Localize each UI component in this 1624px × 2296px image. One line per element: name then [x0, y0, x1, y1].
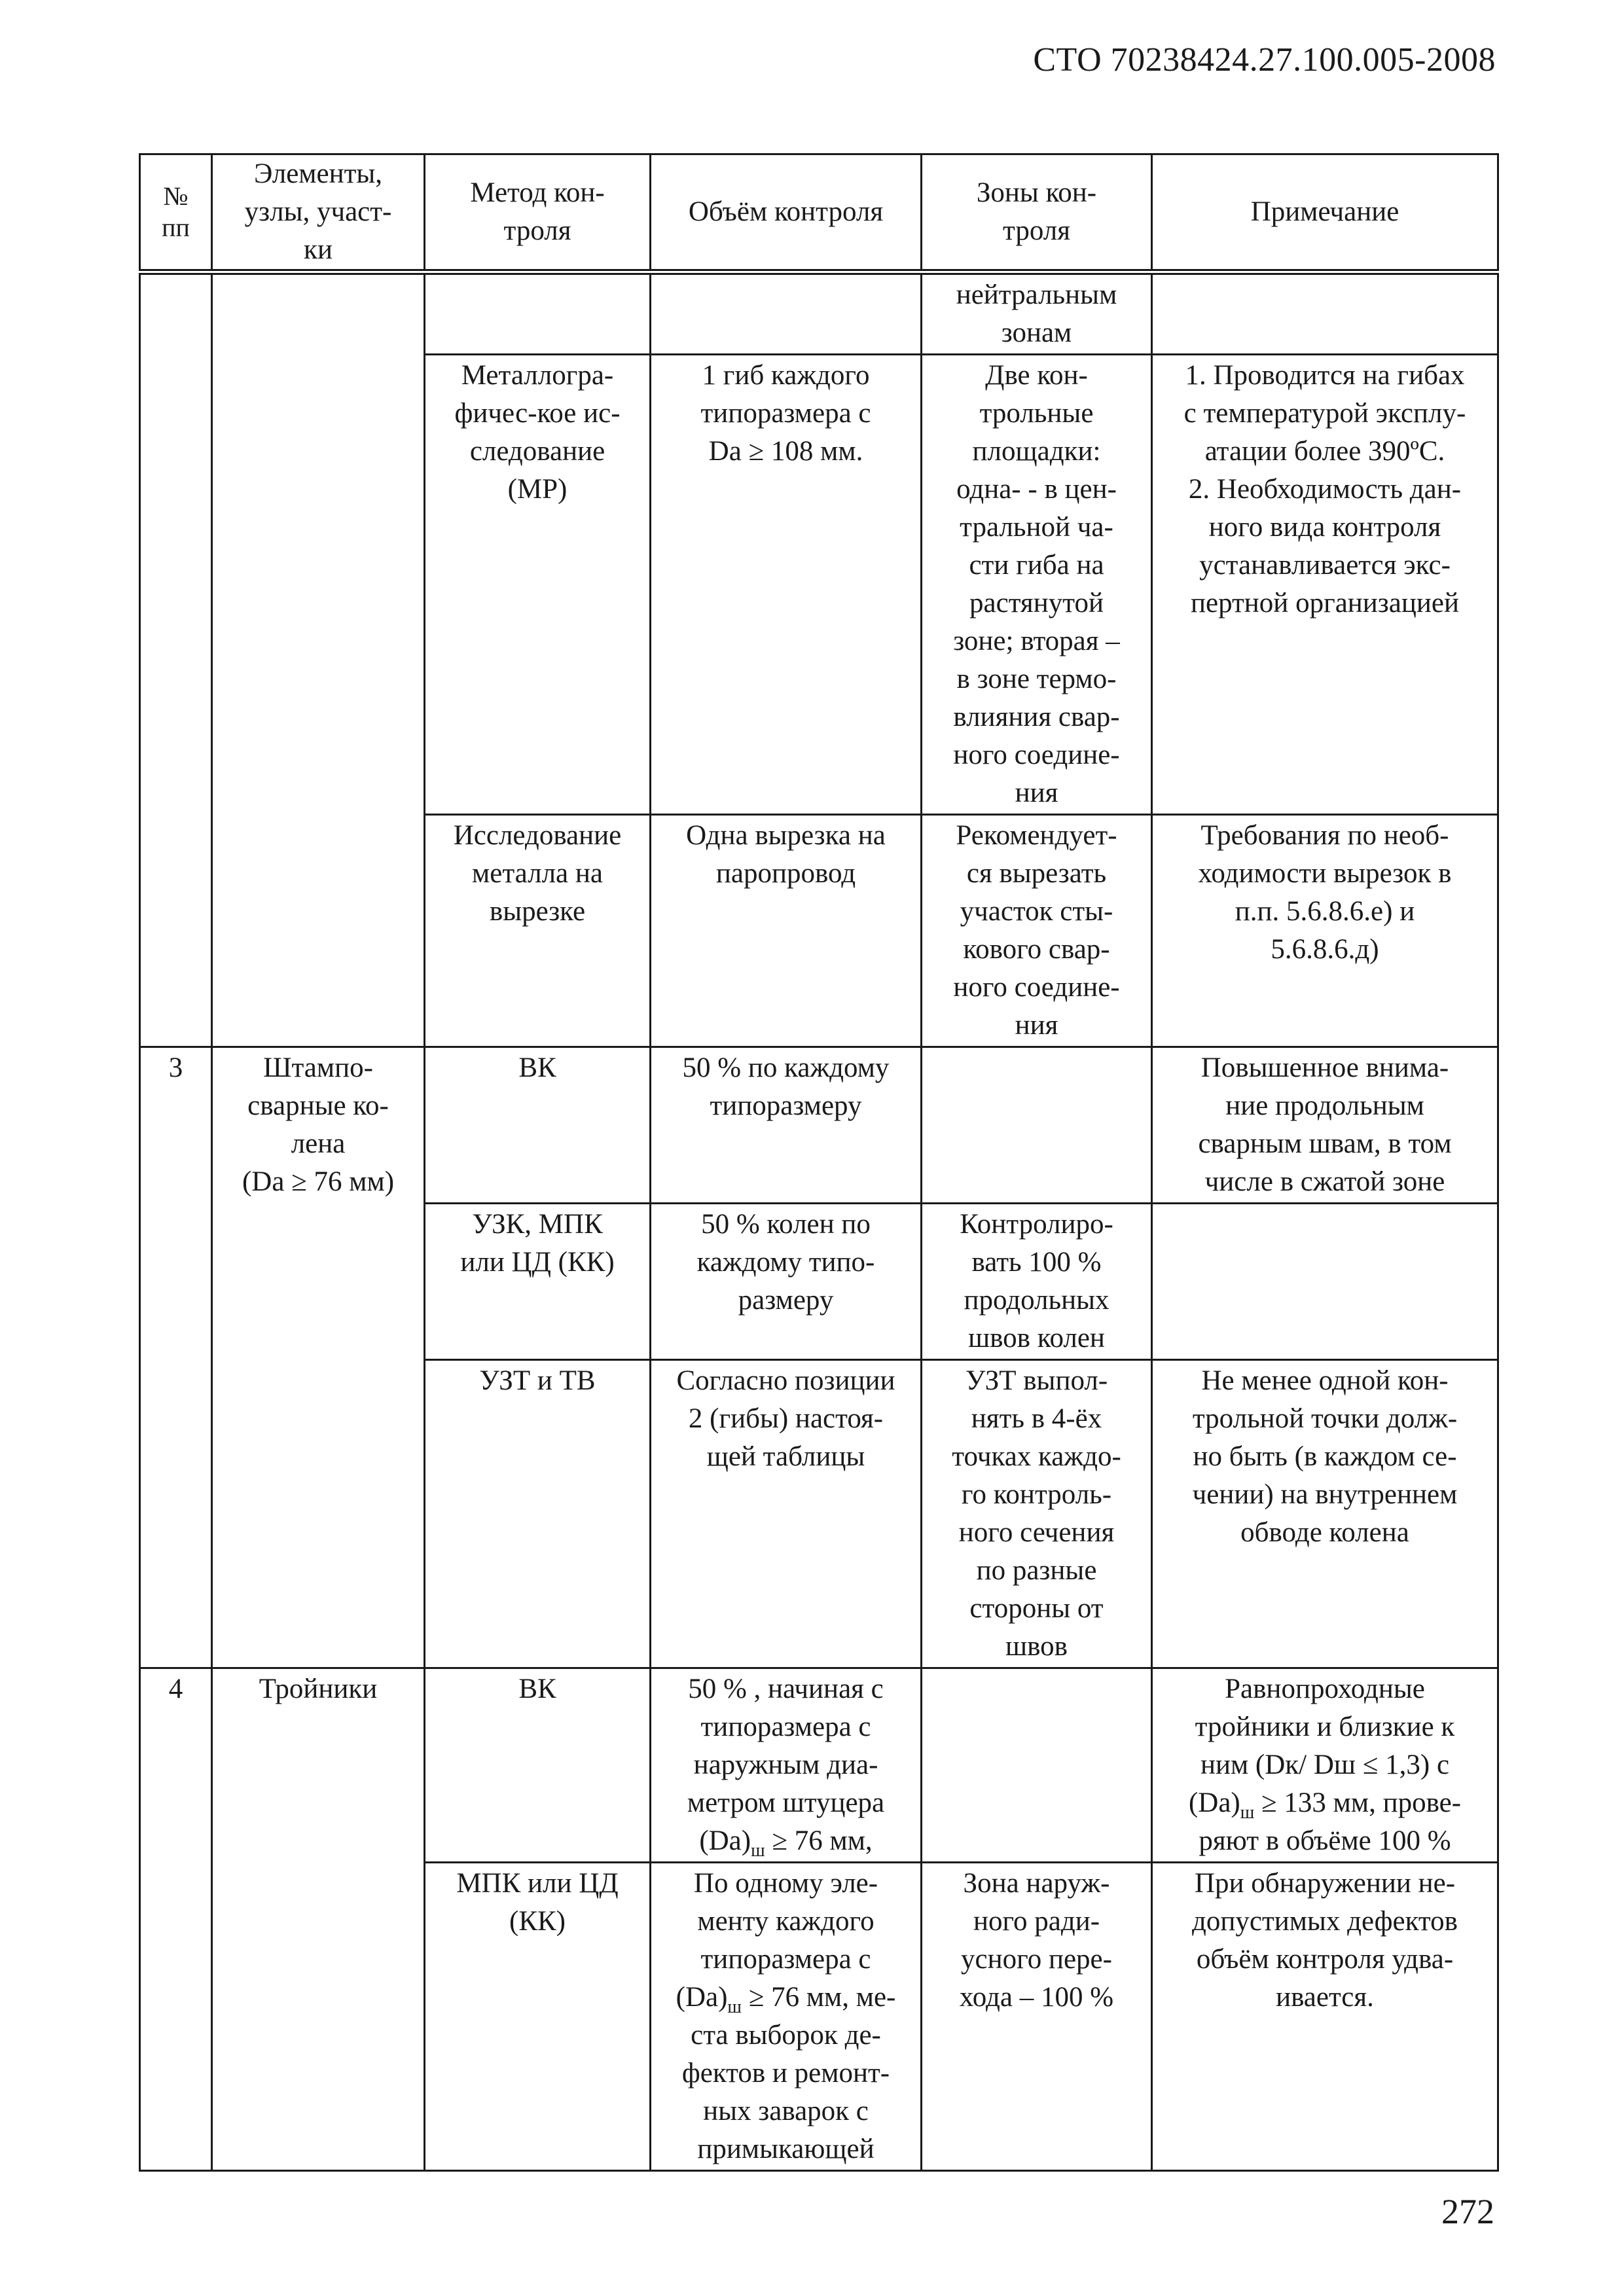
cell-volume — [651, 272, 922, 355]
subscript-sh: ш — [751, 1840, 765, 1861]
cell-note: Не менее одной кон- трольной точки долж- но быть (в каждом се- чении) на внутреннем обводе колена — [1152, 1360, 1498, 1668]
subscript-sh: ш — [1240, 1803, 1255, 1823]
cell-zones: УЗТ выпол- нять в 4-ёх точках каждо- го контроль- ного сечения по разные стороны от швов — [922, 1360, 1152, 1668]
volume-text: По одному эле- менту каждого типоразмера с (Da) — [676, 1868, 878, 2013]
table-row — [140, 1668, 1498, 1863]
cell-element — [212, 272, 425, 1047]
cell-element: Штампо- сварные ко- лена (Da ≥ 76 мм) — [212, 1047, 425, 1668]
cell-zones: Две кон- трольные площадки: одна- - в цен- тральной ча- сти гиба на растянутой зоне; вторая – в зоне термо- влияния свар- ного соедине- ния — [922, 355, 1152, 815]
cell-volume: 50 % колен по каждому типо- размеру — [651, 1204, 922, 1360]
cell-volume: 1 гиб каждого типоразмера с Da ≥ 108 мм. — [651, 355, 922, 815]
table-row — [140, 272, 1498, 355]
cell-note — [1152, 272, 1498, 355]
cell-number: 3 — [140, 1047, 212, 1668]
cell-volume — [651, 1863, 922, 2171]
table-header-row — [140, 154, 1498, 272]
cell-note — [1152, 1204, 1498, 1360]
cell-zones: Зона наруж- ного ради- усного пере- хода – 100 % — [922, 1863, 1152, 2171]
cell-note: 1. Проводится на гибах с температурой эксплу- атации более 390ºС. 2. Необходимость дан- ного вида контроля устанавливается экс- пертной организацией — [1152, 355, 1498, 815]
cell-zones — [922, 1047, 1152, 1204]
header-elements: Элементы, узлы, участ- ки — [212, 154, 425, 272]
cell-method: Металлогра- фичес-кое ис- следование (МР) — [425, 355, 651, 815]
header-note: Примечание — [1152, 154, 1498, 272]
cell-method: МПК или ЦД (КК) — [425, 1863, 651, 2171]
cell-note: Требования по необ- ходимости вырезок в п.п. 5.6.8.6.е) и 5.6.8.6.д) — [1152, 815, 1498, 1047]
cell-note — [1152, 1668, 1498, 1863]
cell-note: При обнаружении не- допустимых дефектов объём контроля удва- ивается. — [1152, 1863, 1498, 2171]
subscript-sh: ш — [727, 1997, 742, 2017]
header-method: Метод кон- троля — [425, 154, 651, 272]
volume-text-cont: ≥ 76 мм, — [765, 1825, 873, 1856]
cell-number — [140, 272, 212, 1047]
cell-volume: Согласно позиции 2 (гибы) настоя- щей таблицы — [651, 1360, 922, 1668]
cell-zones: Рекомендует- ся вырезать участок сты- кового свар- ного соедине- ния — [922, 815, 1152, 1047]
volume-text-cont: ≥ 76 мм, ме- ста выборок де- фектов и ремонт- ных заварок с примыкающей — [681, 1982, 896, 2164]
cell-element: Тройники — [212, 1668, 425, 2171]
document-code: СТО 70238424.27.100.005-2008 — [1033, 41, 1496, 79]
cell-method — [425, 272, 651, 355]
page-number: 272 — [1441, 2192, 1494, 2231]
cell-volume: Одна вырезка на паропровод — [651, 815, 922, 1047]
cell-volume — [651, 1668, 922, 1863]
cell-method: ВК — [425, 1047, 651, 1204]
note-text: Равнопроходные тройники и близкие к ним (Dк/ Dш ≤ 1,3) с (Da) — [1188, 1674, 1455, 1818]
inspection-table — [139, 153, 1499, 2172]
cell-method: УЗК, МПК или ЦД (КК) — [425, 1204, 651, 1360]
cell-zones: Контролиро- вать 100 % продольных швов колен — [922, 1204, 1152, 1360]
table-row — [140, 1047, 1498, 1204]
cell-zones: нейтральным зонам — [922, 272, 1152, 355]
note-text-cont: ≥ 133 мм, прове- ряют в объёме 100 % — [1199, 1787, 1462, 1856]
cell-volume: 50 % по каждому типоразмеру — [651, 1047, 922, 1204]
header-zones: Зоны кон- троля — [922, 154, 1152, 272]
cell-method: Исследование металла на вырезке — [425, 815, 651, 1047]
volume-text: 50 % , начиная с типоразмера с наружным диа- метром штуцера (Da) — [687, 1674, 885, 1856]
header-volume: Объём контроля — [651, 154, 922, 272]
cell-number: 4 — [140, 1668, 212, 2171]
cell-method: ВК — [425, 1668, 651, 1863]
header-number: № пп — [140, 154, 212, 272]
cell-method: УЗТ и ТВ — [425, 1360, 651, 1668]
cell-note: Повышенное внима- ние продольным сварным швам, в том числе в сжатой зоне — [1152, 1047, 1498, 1204]
cell-zones — [922, 1668, 1152, 1863]
